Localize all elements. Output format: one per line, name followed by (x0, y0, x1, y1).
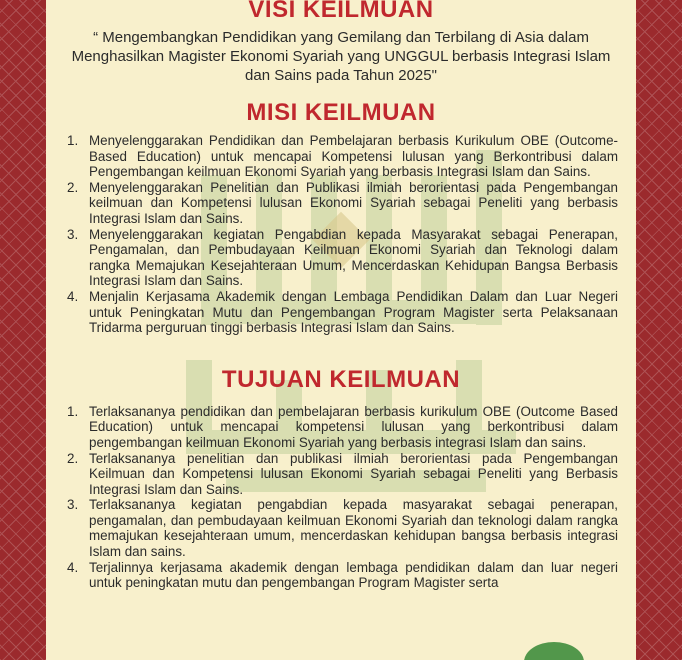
tujuan-item (64, 497, 618, 559)
misi-item-number: 2. (67, 179, 79, 195)
tujuan-item-text: Terlaksananya penelitian dan publikasi ilmiah berorientasi pada Pengembangan Keilmuan dan Kompetensi lulusan Ekonomi Syariah sebagai Peneliti yang Berbasis Integrasi Islam dan Sains. (89, 450, 618, 497)
right-ornament-border (636, 0, 682, 660)
tujuan-heading: TUJUAN KEILMUAN (221, 365, 461, 393)
misi-item-text: Menyelenggarakan Penelitian dan Publikasi ilmiah berorientasi pada Pengembangan keilmuan dan Kompetensi lulusan Ekonomi Syariah sebagai Peneliti yang berbasis Integrasi Islam dan Sains. (89, 179, 618, 226)
tujuan-item (64, 451, 618, 498)
tujuan-item-number: 2. (67, 450, 79, 466)
misi-item (64, 180, 618, 227)
misi-item (64, 133, 618, 180)
tujuan-item (64, 404, 618, 451)
tujuan-item-number: 1. (67, 403, 79, 419)
content-panel (46, 0, 636, 660)
misi-heading: MISI KEILMUAN (246, 99, 436, 126)
misi-item (64, 289, 618, 336)
misi-item-number: 4. (67, 288, 79, 304)
misi-item-number: 3. (67, 226, 79, 242)
tujuan-item (64, 560, 618, 591)
tujuan-item-text: Terlaksananya kegiatan pengabdian kepada masyarakat sebagai penerapan, pengamalan, dan pembudayaan keilmuan Ekonomi Syariah dan teknologi dalam rangka memajukan kesejahteraan umum, mencerdaskan kehidupan bangsa berbasis integrasi Islam dan sains. (89, 497, 618, 560)
tujuan-item-number: 4. (67, 559, 79, 575)
tujuan-item-number: 3. (67, 497, 79, 513)
misi-list (64, 133, 618, 336)
misi-item-text: Menyelenggarakan Pendidikan dan Pembelajaran berbasis Kurikulum OBE (Outcome-Based Education) untuk mencapai Kompetensi lulusan yang Berkontribusi dalam Pengembangan keilmuan Ekonomi Syariah yang berbasis Integrasi Islam dan Sains. (89, 133, 618, 180)
tujuan-list (64, 404, 618, 591)
misi-item-number: 1. (67, 133, 79, 148)
left-ornament-border (0, 0, 46, 660)
misi-item-text: Menyelenggarakan kegiatan Pengabdian kepada Masyarakat sebagai Penerapan, Pengamalan, dan Pembudayaan Keilmuan Ekonomi Syariah dan Teknologi dalam rangka Memajukan Kesejahteraan Umum, Mencerdaskan Kehidupan Bangsa Berbasis Integrasi Islam dan Sains. (89, 226, 618, 289)
misi-item-text: Menjalin Kerjasama Akademik dengan Lembaga Pendidikan Dalam dan Luar Negeri untuk Peningkatan Mutu dan Pengembangan Program Magister serta Pelaksanaan Tridarma perguruan tinggi berbasis Integrasi Islam dan Sains. (89, 288, 618, 336)
misi-item (64, 227, 618, 289)
tujuan-item-text: Terjalinnya kerjasama akademik dengan lembaga pendidikan dalam dan luar negeri untuk peningkatan mutu dan pengembangan Program Magister serta (89, 559, 618, 591)
tujuan-item-text: Terlaksananya pendidikan dan pembelajaran berbasis kurikulum OBE (Outcome Based Education) untuk mencapai kompetensi lulusan yang berkontribusi dalam pengembangan keilmuan Ekonomi Syariah yang berbasis integrasi Islam dan sains. (89, 403, 618, 450)
visi-heading: VISI KEILMUAN (248, 0, 434, 23)
visi-statement: “ Mengembangkan Pendidikan yang Gemilang dan Terbilang di Asia dalam Menghasilkan Magister Ekonomi Syariah yang UNGGUL berbasis Integrasi Islam dan Sains pada Tahun 2025" (71, 29, 611, 84)
